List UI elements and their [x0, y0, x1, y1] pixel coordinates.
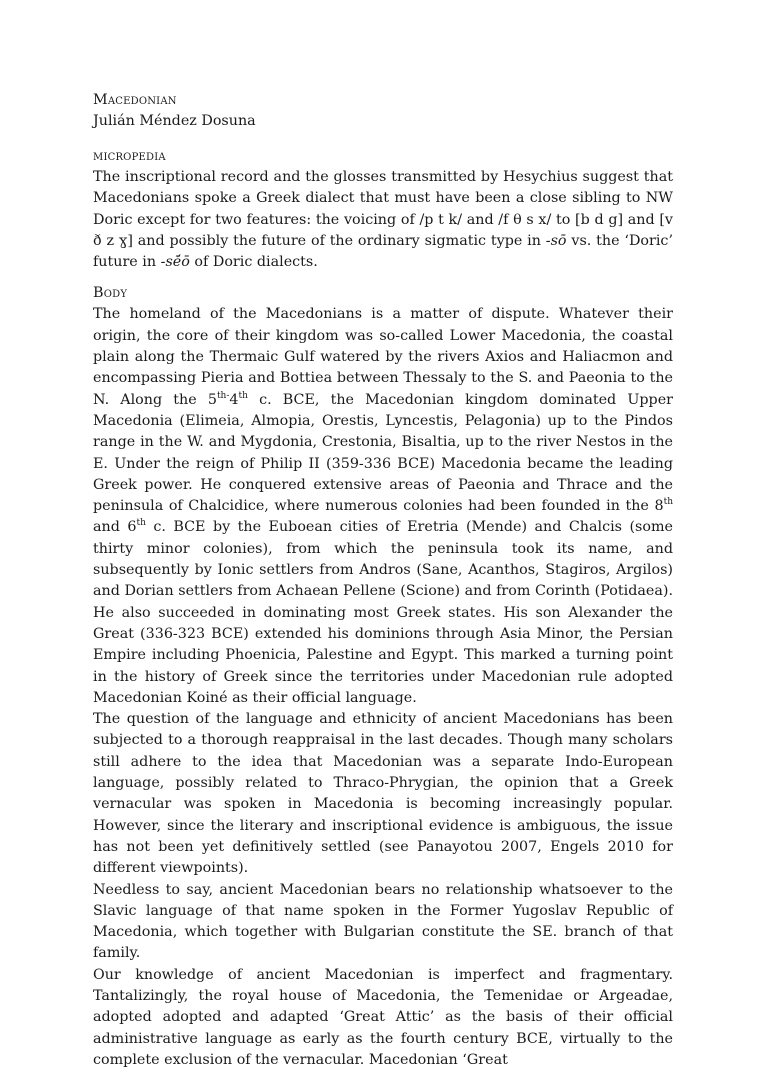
- ordinal-superscript: th: [136, 518, 146, 529]
- paragraph-text: and 6: [93, 519, 137, 536]
- body-paragraph-2: The question of the language and ethnicity of ancient Macedonians has been subjected to a thorough reappraisal in the last decades. Though many scholars still adhere to the idea that Macedonian was a separate Indo-European language, possibly related to Thraco-Phrygian, the opinion that a Greek vernacular was spoken in Macedonia is becoming increasingly popular. However, since the literary and inscriptional evidence is ambiguous, the issue has not been yet definitively settled (see Panayotou 2007, Engels 2010 for different viewpoints).: [93, 711, 673, 877]
- micropedia-text: vs. the ‘Doric’ future in: [93, 232, 673, 271]
- section-label-body: Body: [93, 285, 128, 302]
- body-paragraph-4: Our knowledge of ancient Macedonian is imperfect and fragmentary. Tantalizingly, the royal house of Macedonia, the Temenidae or Argeadae, adopted adopted and adapted ‘Great Attic’ as the basis of their official administrative language as early as the fourth century BCE, virtually to the complete exclusion of the vernacular. Macedonian ‘Great: [93, 966, 673, 1068]
- article-title: Macedonian: [93, 92, 177, 108]
- ordinal-superscript: th: [663, 497, 673, 508]
- micropedia-paragraph: [93, 167, 673, 273]
- body-paragraph-3: Needless to say, ancient Macedonian bears no relationship whatsoever to the Slavic language of that name spoken in the Former Yugoslav Republic of Macedonia, which together with Bulgarian constitute the SE. branch of that family.: [93, 881, 673, 962]
- micropedia-text: The inscriptional record and the glosses transmitted by Hesychius suggest that Macedonians spoke a Greek dialect that must have been a close sibling to NW Doric except for two features: the voicing of /p t k/ and /f θ s x/ to [b d g] and [v ð z ɣ] and possibly the future of the ordinary sigmatic type in: [93, 169, 673, 249]
- micropedia-text: of Doric dialects.: [189, 254, 318, 271]
- body-paragraph-1: [93, 304, 673, 709]
- article-author: Julián Méndez Dosuna: [93, 113, 256, 129]
- paragraph-text: c. BCE by the Euboean cities of Eretria (Mende) and Chalcis (some thirty minor colonies), from which the peninsula took its name, and subsequently by Ionic settlers from Andros (Sane, Acanthos, Stagiros, Argilos) and Dorian settlers from Achaean Pellene (Scione) and from Corinth (Potidaea). He also succeeded in dominating most Greek states. His son Alexander the Great (336-323 BCE) extended his dominions through Asia Minor, the Persian Empire including Phoenicia, Palestine and Egypt. This marked a turning point in the history of Greek since the territories under Macedonian rule adopted Macedonian Koiné as their official language.: [93, 519, 673, 706]
- doric-ending: -sé̄ō: [160, 254, 190, 271]
- paragraph-text: c. BCE, the Macedonian kingdom dominated Upper Macedonia (Elimeia, Almopia, Orestis, Lyncestis, Pelagonia) up to the Pindos range in the W. and Mygdonia, Crestonia, Bisaltia, up to the river Nestos in the E. Under the reign of Philip II (359-336 BCE) Macedonia became the leading Greek power. He conquered extensive areas of Paeonia and Thrace and the peninsula of Chalcidice, where numerous colonies had been founded in the 8: [93, 391, 673, 515]
- sigmatic-ending: -sō: [545, 232, 567, 249]
- ordinal-superscript: th-: [216, 390, 230, 401]
- section-label-micropedia: micropedia: [93, 148, 166, 164]
- document-page: [93, 90, 673, 1071]
- ordinal-superscript: th: [238, 390, 248, 401]
- paragraph-text: The homeland of the Macedonians is a matter of dispute. Whatever their origin, the core of their kingdom was so-called Lower Macedonia, the coastal plain along the Thermaic Gulf watered by the rivers Axios and Haliacmon and encompassing Pieria and Bottiea between Thessaly to the S. and Paeonia to the N. Along the 5: [93, 306, 673, 408]
- paragraph-text: 4: [229, 391, 239, 408]
